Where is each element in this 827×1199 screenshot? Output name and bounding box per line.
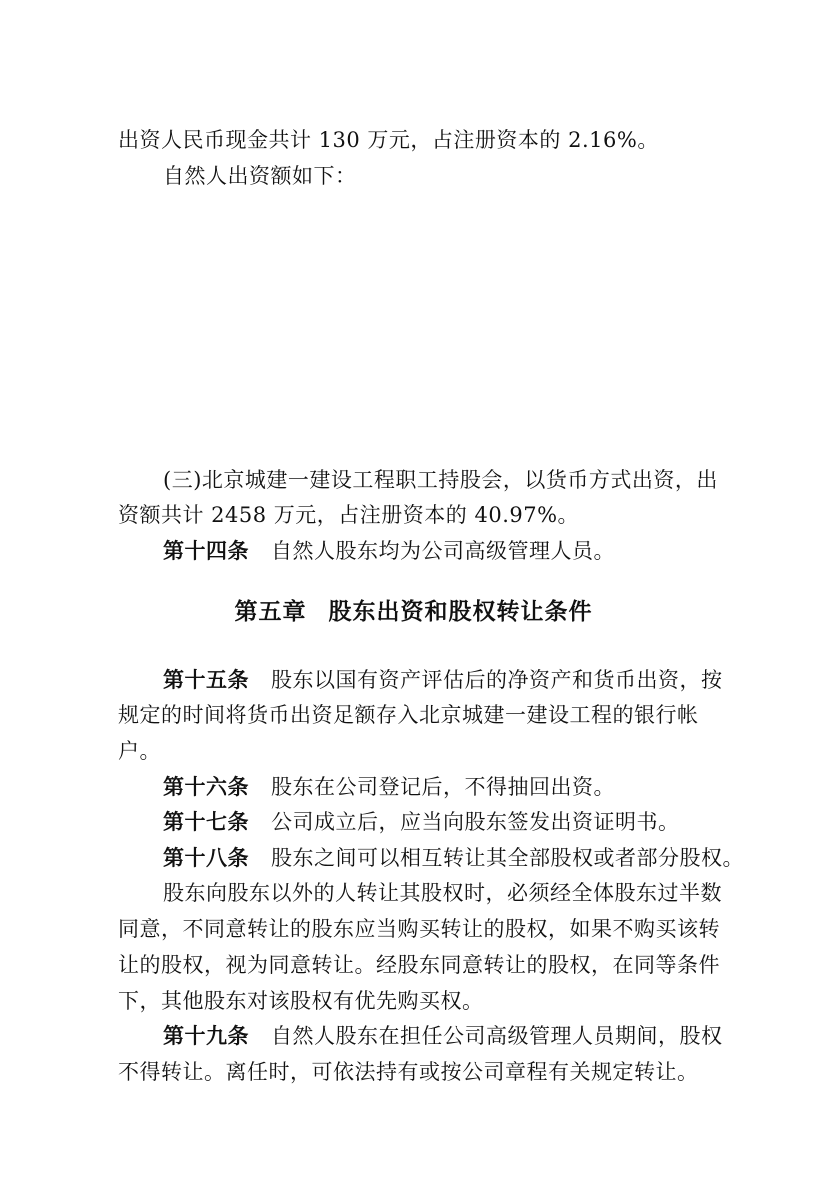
text-line: 同意，不同意转让的股东应当购买转让的股权，如果不购买该转	[118, 917, 720, 941]
blank-area	[118, 200, 718, 450]
article-number: 第十九条	[163, 1024, 249, 1048]
chapter-number: 第五章	[234, 599, 307, 625]
text-line: 不得转让。离任时，可依法持有或按公司章程有关规定转让。	[118, 1060, 699, 1084]
article-text: 公司成立后，应当向股东签发出资证明书。	[271, 810, 680, 834]
article-14	[163, 537, 615, 565]
article-15	[163, 666, 723, 694]
article-text: 股东之间可以相互转让其全部股权或者部分股权。	[271, 846, 744, 870]
article-17	[163, 808, 680, 836]
article-number: 第十六条	[163, 775, 249, 799]
chapter-heading	[0, 597, 827, 627]
text-line: 股东向股东以外的人转让其股权时，必须经全体股东过半数	[163, 881, 722, 905]
article-19	[163, 1022, 723, 1050]
chapter-title: 股东出资和股权转让条件	[328, 599, 593, 625]
article-number: 第十五条	[163, 668, 249, 692]
text-line: 资额共计 2458 万元，占注册资本的 40.97%。	[118, 503, 580, 527]
article-text: 自然人股东在担任公司高级管理人员期间，股权	[271, 1024, 723, 1048]
article-18	[163, 844, 744, 872]
article-number: 第十八条	[163, 846, 249, 870]
text-line: 让的股权，视为同意转让。经股东同意转让的股权，在同等条件	[118, 953, 720, 977]
text-line: 自然人出资额如下：	[163, 164, 357, 188]
article-text: 自然人股东均为公司高级管理人员。	[271, 539, 615, 563]
article-text: 股东以国有资产评估后的净资产和货币出资，按	[271, 668, 723, 692]
text-line: 出资人民币现金共计 130 万元，占注册资本的 2.16%。	[118, 128, 659, 152]
article-number: 第十四条	[163, 539, 249, 563]
text-line: 下，其他股东对该股权有优先购买权。	[118, 989, 484, 1013]
article-text: 股东在公司登记后，不得抽回出资。	[271, 775, 615, 799]
article-16	[163, 773, 615, 801]
text-line: 规定的时间将货币出资足额存入北京城建一建设工程的银行帐	[118, 703, 699, 727]
text-line: (三)北京城建一建设工程职工持股会，以货币方式出资，出	[163, 468, 718, 492]
article-number: 第十七条	[163, 810, 249, 834]
text-line: 户。	[118, 739, 161, 763]
